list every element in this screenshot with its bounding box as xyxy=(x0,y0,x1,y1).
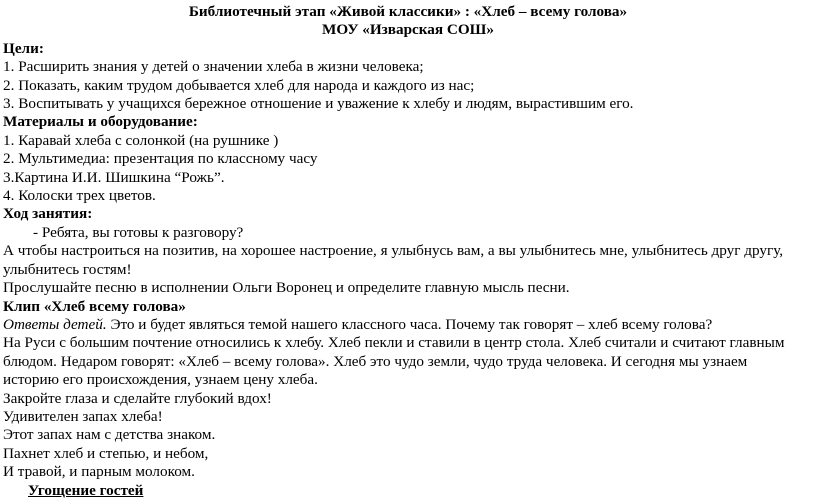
positive-paragraph-line-2: улыбнитесь гостям! xyxy=(3,260,132,278)
lesson-heading: Ход занятия: xyxy=(3,205,93,223)
poem-line-3: Этот запах нам с детства знаком. xyxy=(3,426,216,444)
material-item-3: 3.Картина И.И. Шишкина “Рожь”. xyxy=(3,168,225,186)
answers-text: Это и будет являться темой нашего классного часа. Почему так говорят – хлеб всему голова? xyxy=(106,315,713,333)
material-item-4: 4. Колоски трех цветов. xyxy=(3,187,156,205)
lesson-question: - Ребята, вы готовы к разговору? xyxy=(33,223,244,241)
poem-line-4: Пахнет хлеб и степью, и небом, xyxy=(3,444,209,462)
song-instruction: Прослушайте песню в исполнении Ольги Воронец и определите главную мысль песни. xyxy=(3,279,570,297)
clip-heading: Клип «Хлеб всему голова» xyxy=(3,297,186,315)
poem-line-2: Удивителен запах хлеба! xyxy=(3,407,163,425)
materials-heading: Материалы и оборудование: xyxy=(3,113,198,131)
positive-paragraph-line-1: А чтобы настроиться на позитив, на хорошее настроение, я улыбнусь вам, а вы улыбнитесь мне, улыбнитесь друг другу, xyxy=(3,242,784,260)
poem-line-1: Закройте глаза и сделайте глубокий вдох! xyxy=(3,389,272,407)
goal-item-1: 1. Расширить знания у детей о значении хлеба в жизни человека; xyxy=(3,58,424,76)
treat-heading: Угощение гостей xyxy=(28,481,144,499)
goal-item-3: 3. Воспитывать у учащихся бережное отношение и уважение к хлебу и людям, вырастившим его. xyxy=(3,95,634,113)
material-item-1: 1. Каравай хлеба с солонкой (на рушнике ) xyxy=(3,131,279,149)
rus-paragraph-line-3: историю его происхождения, узнаем цену хлеба. xyxy=(3,371,318,389)
goal-item-2: 2. Показать, каким трудом добывается хлеб для народа и каждого из нас; xyxy=(3,76,475,94)
rus-paragraph-line-2: блюдом. Недаром говорят: «Хлеб – всему голова». Хлеб это чудо земли, чудо труда человека. И сегодня мы узнаем xyxy=(3,352,748,370)
school-name: МОУ «Изварская СОШ» xyxy=(322,21,494,39)
rus-paragraph-line-1: На Руси с большим почтение относились к хлебу. Хлеб пекли и ставили в центр стола. Хлеб считали и считают главным xyxy=(3,334,785,352)
document-title: Библиотечный этап «Живой классики» : «Хлеб – всему голова» xyxy=(188,3,628,20)
answers-paragraph xyxy=(3,316,816,334)
poem-line-5: И травой, и парным молоком. xyxy=(3,463,195,481)
material-item-2: 2. Мультимедиа: презентация по классному часу xyxy=(3,150,318,168)
answers-italic-label: Ответы детей. xyxy=(3,315,107,333)
goals-heading: Цели: xyxy=(3,39,44,57)
